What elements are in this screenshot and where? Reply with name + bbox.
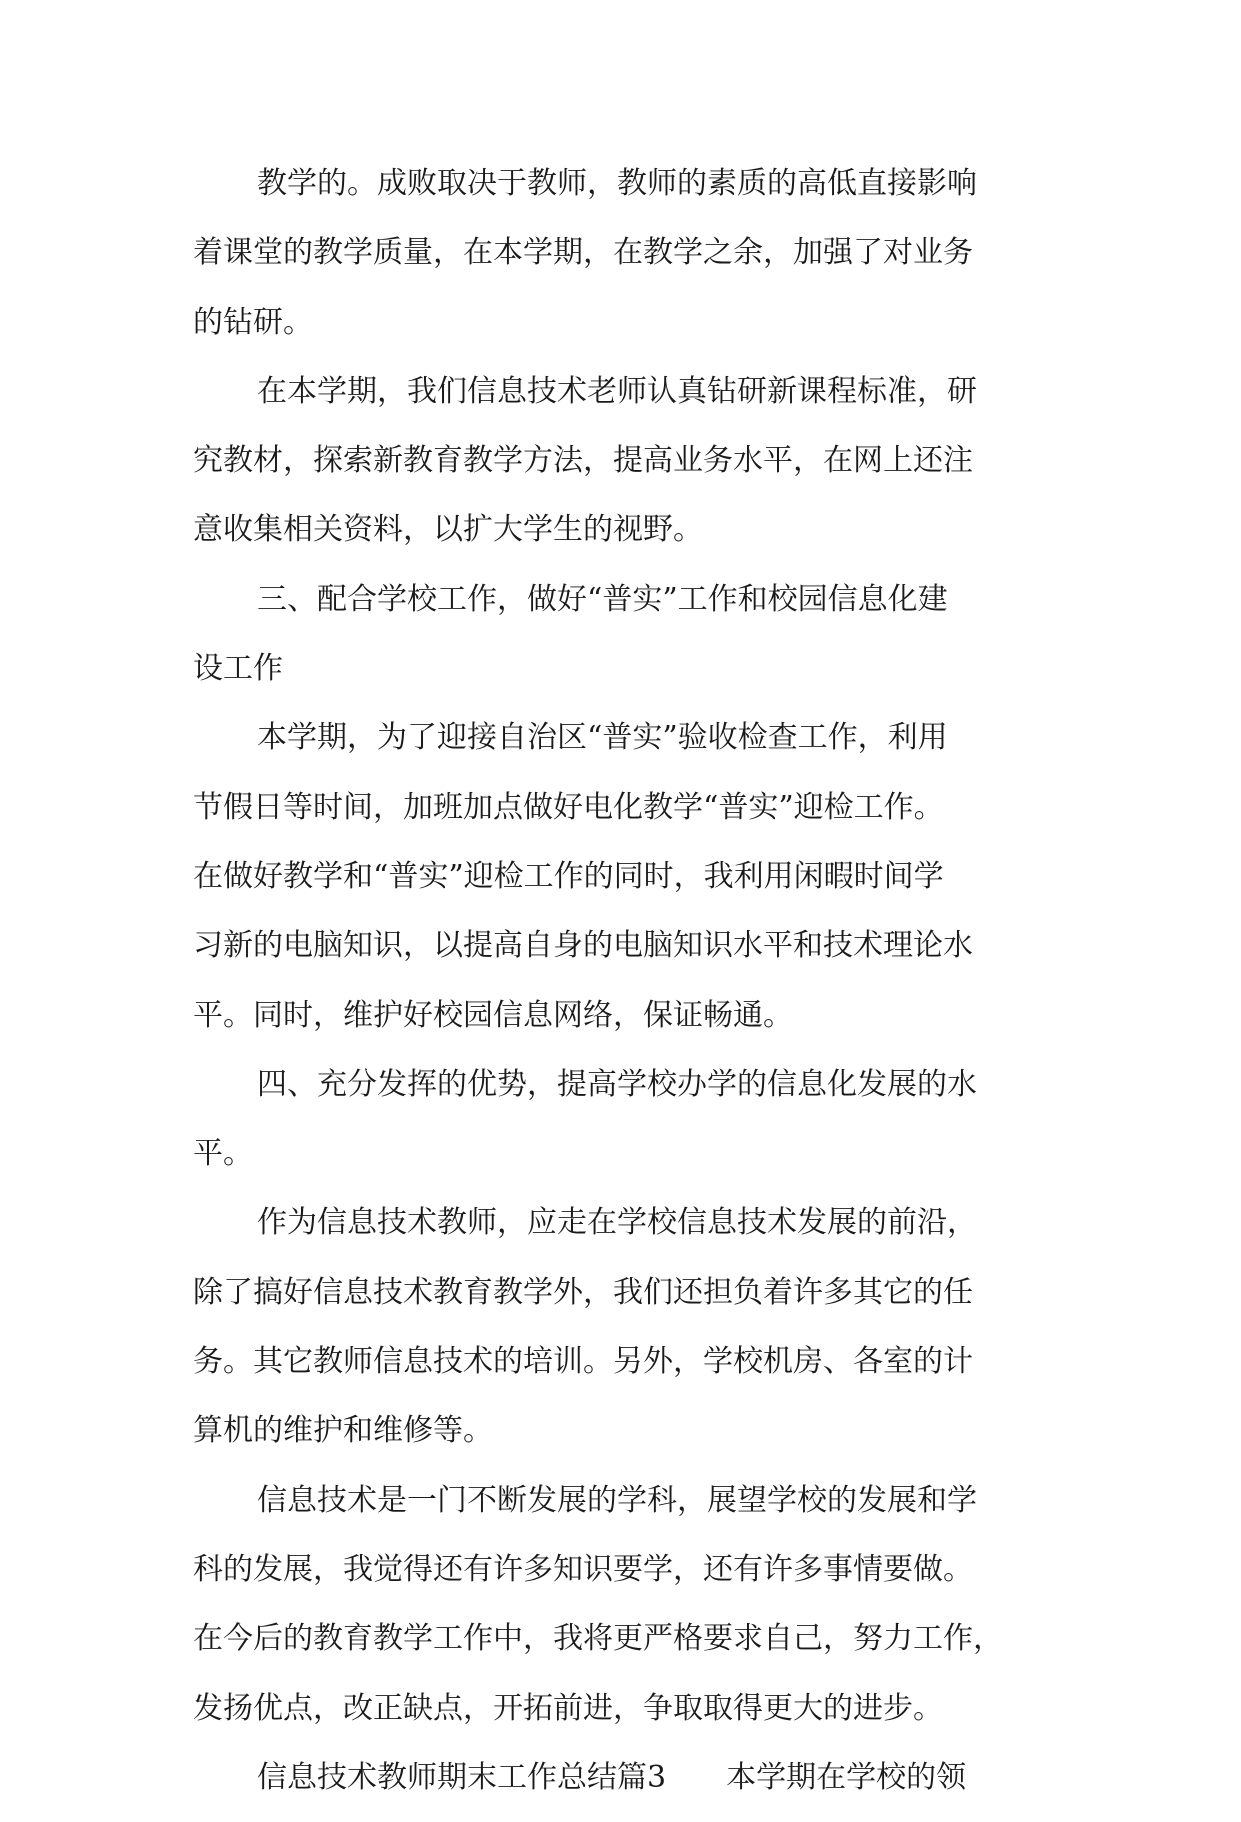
text-line: 教学的。成败取决于教师，教师的素质的高低直接影响 — [257, 166, 977, 201]
text-line: 在本学期，我们信息技术老师认真钻研新课程标准，研 — [257, 373, 977, 409]
text-line: 作为信息技术教师，应走在学校信息技术发展的前沿， — [257, 1205, 977, 1241]
text-line: 科的发展，我觉得还有许多知识要学，还有许多事情要做。 — [193, 1551, 973, 1587]
text-line: 务。其它教师信息技术的培训。另外，学校机房、各室的计 — [193, 1344, 973, 1380]
text-line: 算机的维护和维修等。 — [193, 1413, 493, 1449]
text-line: 信息技术教师期末工作总结篇3 本学期在学校的领 — [257, 1759, 967, 1795]
text-line: 习新的电脑知识，以提高自身的电脑知识水平和技术理论水 — [193, 928, 973, 964]
text-line: 的钻研。 — [193, 304, 313, 340]
text-line: 设工作 — [193, 651, 283, 687]
text-line: 三、配合学校工作，做好“普实”工作和校园信息化建 — [257, 581, 948, 617]
text-line: 四、充分发挥的优势，提高学校办学的信息化发展的水 — [257, 1066, 977, 1102]
text-line: 发扬优点，改正缺点，开拓前进，争取取得更大的进步。 — [193, 1690, 943, 1726]
text-line: 着课堂的教学质量，在本学期，在教学之余，加强了对业务 — [193, 235, 973, 271]
document-body — [193, 159, 1049, 1822]
text-line: 节假日等时间，加班加点做好电化教学“普实”迎检工作。 — [193, 789, 944, 825]
text-line: 信息技术是一门不断发展的学科，展望学校的发展和学 — [257, 1482, 977, 1518]
text-line: 在做好教学和“普实”迎检工作的同时，我利用闲暇时间学 — [193, 858, 944, 894]
text-line: 意收集相关资料，以扩大学生的视野。 — [193, 512, 703, 548]
text-line: 本学期，为了迎接自治区“普实”验收检查工作，利用 — [257, 720, 948, 756]
text-line: 平。 — [193, 1136, 253, 1172]
text-line: 在今后的教育教学工作中，我将更严格要求自己，努力工作， — [193, 1621, 1003, 1657]
text-line: 究教材，探索新教育教学方法，提高业务水平，在网上还注 — [193, 443, 973, 479]
text-line: 平。同时，维护好校园信息网络，保证畅通。 — [193, 997, 793, 1033]
text-line: 除了搞好信息技术教育教学外，我们还担负着许多其它的任 — [193, 1274, 973, 1310]
